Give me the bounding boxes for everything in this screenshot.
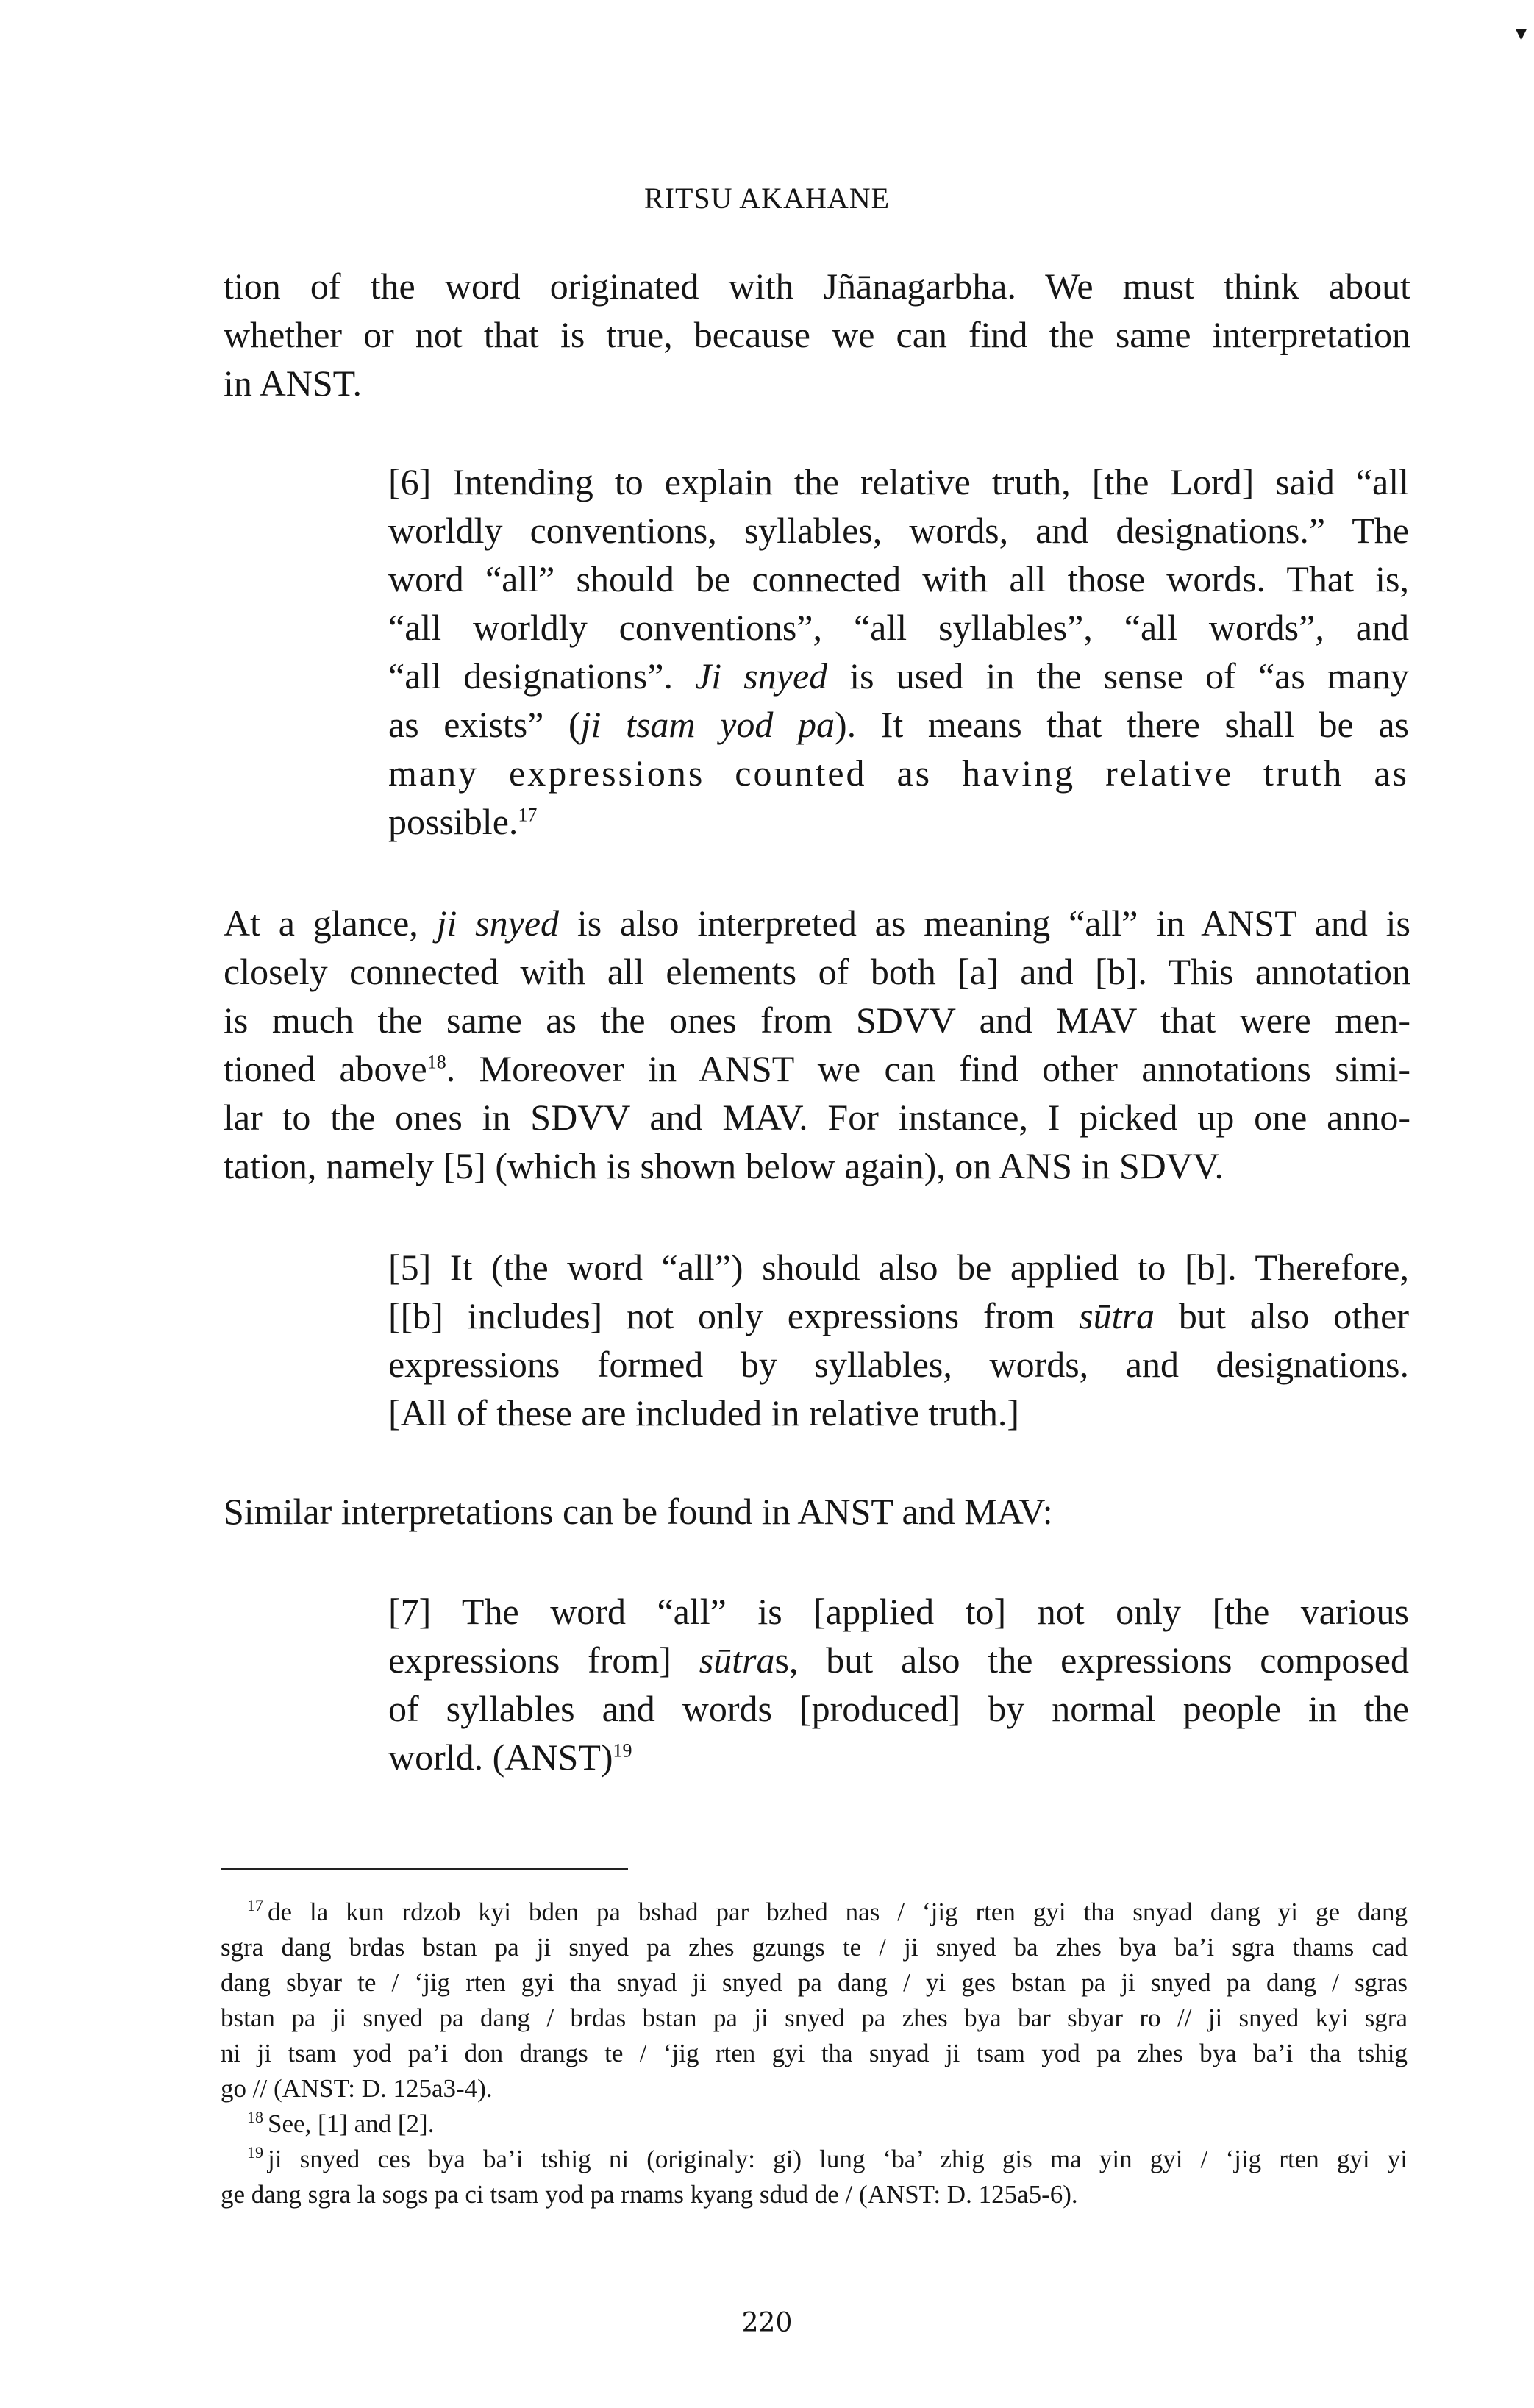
text-line: Similar interpretations can be found in ANST and MAV:: [224, 1491, 1053, 1532]
text-line: tion of the word originated with Jñānagarbha. We must think about: [224, 266, 1410, 307]
text-run: but also other: [1154, 1295, 1409, 1336]
body-paragraph-3: [224, 1487, 1410, 1536]
text-line: of syllables and words [produced] by normal people in the: [388, 1688, 1409, 1729]
text-line: tation, namely [5] (which is shown below again), on ANS in SDVV.: [224, 1145, 1224, 1186]
text-line: “all worldly conventions”, “all syllables”, “all words”, and: [388, 607, 1409, 648]
text-run: [[b] includes] not only expressions from: [388, 1295, 1080, 1336]
running-header: RITSU AKAHANE: [643, 182, 891, 215]
text-run: world. (ANST): [388, 1736, 613, 1778]
footnote-line: sgra dang brdas bstan pa ji snyed pa zhes gzungs te / ji snyed ba zhes bya ba’i sgra thams cad: [221, 1933, 1408, 1962]
text-line: [224, 1044, 1410, 1093]
italic-term: Ji snyed: [695, 655, 828, 697]
footnote-line: [221, 2106, 1408, 2142]
text-line: closely connected with all elements of both [a] and [b]. This annotation: [224, 951, 1410, 992]
text-line: worldly conventions, syllables, words, and designations.” The: [388, 510, 1409, 551]
text-line: [388, 1733, 1409, 1781]
text-line: many expressions counted as having relative truth as: [388, 752, 1409, 794]
block-quote-5: [388, 1243, 1409, 1437]
text-line: is much the same as the ones from SDVV and MAV that were men-: [224, 1000, 1410, 1041]
footnote-mark: 18: [247, 2108, 263, 2127]
scan-corner-mark: ▾: [1515, 21, 1527, 46]
text-line: [6] Intending to explain the relative truth, [the Lord] said “all: [388, 461, 1409, 502]
text-run: ). It means that there shall be as: [834, 704, 1410, 745]
italic-term: sūtra: [699, 1639, 775, 1681]
block-quote-6: [388, 457, 1409, 846]
text-line: word “all” should be connected with all those words. That is,: [388, 558, 1409, 599]
text-line: [388, 700, 1409, 749]
text-line: [224, 899, 1410, 947]
text-run: ji snyed ces bya ba’i tshig ni (originaly: gi) lung ‘ba’ zhig gis ma yin gyi / ‘jig rten gyi yi: [268, 2145, 1408, 2173]
footnote-ref-18[interactable]: 18: [427, 1051, 446, 1073]
footnote-line: ni ji tsam yod pa’i don drangs te / ‘jig rten gyi tha snyad ji tsam yod pa zhes bya ba’i tha tshig: [221, 2039, 1408, 2067]
text-line: [388, 797, 1409, 846]
footnote-line: [221, 1895, 1408, 1930]
footnote-line: [221, 2142, 1408, 2177]
text-line: expressions formed by syllables, words, and designations.: [388, 1344, 1409, 1385]
italic-term: ji snyed: [436, 902, 560, 944]
footnote-line: dang sbyar te / ‘jig rten gyi tha snyad ji snyed pa dang / yi ges bstan pa ji snyed pa dang / sgras: [221, 1968, 1408, 1997]
text-line: in ANST.: [224, 363, 362, 404]
text-run: s, but also the expressions composed: [774, 1639, 1409, 1681]
text-run: tioned above: [224, 1048, 427, 1089]
text-run: possible.: [388, 801, 518, 842]
text-line: [388, 652, 1409, 700]
text-line: [388, 1292, 1409, 1340]
footnote-ref-17[interactable]: 17: [518, 804, 538, 826]
footnote-mark: 17: [247, 1896, 263, 1915]
text-line: [7] The word “all” is [applied to] not only [the various: [388, 1591, 1409, 1632]
page-number: 220: [741, 2308, 793, 2338]
text-run: “all designations”.: [388, 655, 696, 697]
text-run: as exists”: [388, 704, 568, 745]
footnote-line: go // (ANST: D. 125a3-4).: [221, 2074, 493, 2103]
footnote-19: [221, 2142, 1408, 2212]
footnote-line: ge dang sgra la sogs pa ci tsam yod pa rnams kyang sdud de / (ANST: D. 125a5-6).: [221, 2180, 1078, 2209]
text-run: is used in the sense of “as many: [827, 655, 1409, 697]
footnote-line: bstan pa ji snyed pa dang / brdas bstan pa ji snyed pa zhes bya bar sbyar ro // ji snyed kyi sgra: [221, 2003, 1408, 2032]
italic-term: sūtra: [1079, 1295, 1155, 1336]
text-run: (: [568, 704, 581, 745]
body-paragraph-1: [224, 262, 1410, 407]
text-run: expressions from]: [388, 1639, 699, 1681]
text-run: . Moreover in ANST we can find other annotations simi-: [446, 1048, 1410, 1089]
footnote-18: [221, 2106, 1408, 2142]
text-line: lar to the ones in SDVV and MAV. For instance, I picked up one anno-: [224, 1097, 1410, 1138]
footnote-ref-19[interactable]: 19: [613, 1739, 632, 1762]
footnote-mark: 19: [247, 2143, 263, 2162]
text-line: whether or not that is true, because we can find the same interpretation: [224, 314, 1410, 355]
block-quote-7: [388, 1587, 1409, 1781]
text-line: [All of these are included in relative truth.]: [388, 1392, 1020, 1433]
body-paragraph-2: [224, 899, 1410, 1190]
italic-term: ji tsam yod pa: [580, 704, 835, 745]
text-line: [388, 1636, 1409, 1684]
text-run: See, [1] and [2].: [268, 2109, 435, 2138]
footnote-divider: [221, 1868, 628, 1870]
footnote-17: [221, 1895, 1408, 2106]
text-line: [5] It (the word “all”) should also be applied to [b]. Therefore,: [388, 1247, 1409, 1288]
text-run: At a glance,: [224, 902, 437, 944]
text-run: de la kun rdzob kyi bden pa bshad par bzhed nas / ‘jig rten gyi tha snyad dang yi ge dang: [268, 1898, 1408, 1926]
text-run: is also interpreted as meaning “all” in ANST and is: [559, 902, 1410, 944]
